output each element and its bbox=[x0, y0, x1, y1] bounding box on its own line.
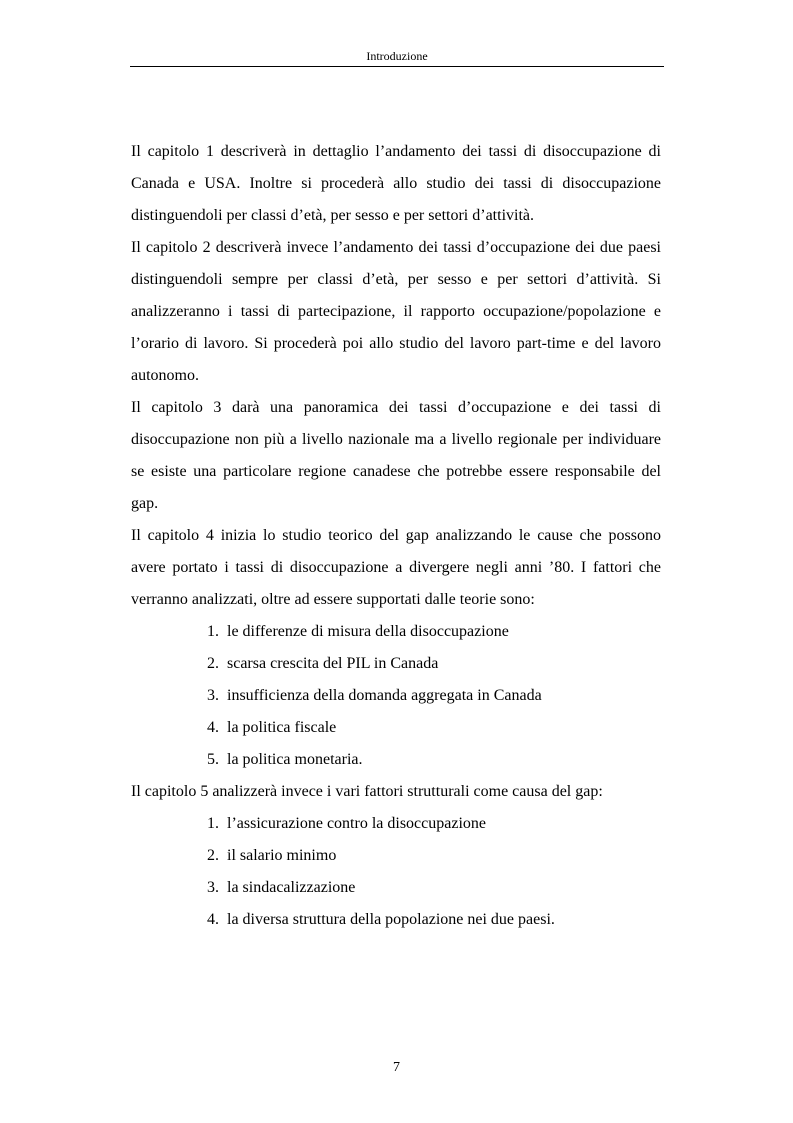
list-item-text: la diversa struttura della popolazione nei due paesi. bbox=[227, 911, 555, 928]
list-item-number: 1. bbox=[207, 815, 219, 832]
list-item-text: scarsa crescita del PIL in Canada bbox=[227, 655, 439, 672]
list-item-number: 3. bbox=[207, 687, 219, 704]
list-item-number: 2. bbox=[207, 847, 219, 864]
list-item-text: la politica fiscale bbox=[227, 719, 337, 736]
chapter-4-factor-list bbox=[131, 616, 661, 776]
list-item-text: il salario minimo bbox=[227, 847, 337, 864]
list-item-number: 1. bbox=[207, 623, 219, 640]
list-item bbox=[131, 872, 661, 904]
list-item bbox=[131, 904, 661, 936]
body-text bbox=[131, 136, 661, 936]
list-item-text: insufficienza della domanda aggregata in Canada bbox=[227, 687, 542, 704]
list-item-number: 3. bbox=[207, 879, 219, 896]
paragraph-chapter-1: Il capitolo 1 descriverà in dettaglio l’andamento dei tassi di disoccupazione di Canada e USA. Inoltre si procederà allo studio dei tassi di disoccupazione distinguendoli per classi d’età, per sesso e per settori d’attività. bbox=[131, 143, 661, 224]
list-item bbox=[131, 680, 661, 712]
list-item bbox=[131, 712, 661, 744]
list-item-number: 4. bbox=[207, 911, 219, 928]
list-item bbox=[131, 616, 661, 648]
paragraph-chapter-5: Il capitolo 5 analizzerà invece i vari fattori strutturali come causa del gap: bbox=[131, 783, 603, 800]
list-item bbox=[131, 808, 661, 840]
list-item-text: la politica monetaria. bbox=[227, 751, 363, 768]
chapter-5-factor-list bbox=[131, 808, 661, 936]
list-item-text: la sindacalizzazione bbox=[227, 879, 356, 896]
list-item-number: 5. bbox=[207, 751, 219, 768]
paragraph-chapter-2: Il capitolo 2 descriverà invece l’andamento dei tassi d’occupazione dei due paesi distinguendoli sempre per classi d’età, per sesso e per settori d’attività. Si analizzeranno i tassi di partecipazione, il rapporto occupazione/popolazione e l’orario di lavoro. Si procederà poi allo studio del lavoro part-time e del lavoro autonomo. bbox=[131, 239, 661, 384]
list-item bbox=[131, 840, 661, 872]
list-item bbox=[131, 648, 661, 680]
list-item-number: 2. bbox=[207, 655, 219, 672]
list-item bbox=[131, 744, 661, 776]
list-item-text: l’assicurazione contro la disoccupazione bbox=[227, 815, 486, 832]
running-header: Introduzione bbox=[130, 48, 664, 67]
list-item-text: le differenze di misura della disoccupazione bbox=[227, 623, 509, 640]
paragraph-chapter-4: Il capitolo 4 inizia lo studio teorico del gap analizzando le cause che possono avere portato i tassi di disoccupazione a divergere negli anni ’80. I fattori che verranno analizzati, oltre ad essere supportati dalle teorie sono: bbox=[131, 527, 661, 608]
page-number: 7 bbox=[393, 1060, 400, 1075]
list-item-number: 4. bbox=[207, 719, 219, 736]
paragraph-chapter-3: Il capitolo 3 darà una panoramica dei tassi d’occupazione e dei tassi di disoccupazione non più a livello nazionale ma a livello regionale per individuare se esiste una particolare regione canadese che potrebbe essere responsabile del gap. bbox=[131, 399, 661, 512]
